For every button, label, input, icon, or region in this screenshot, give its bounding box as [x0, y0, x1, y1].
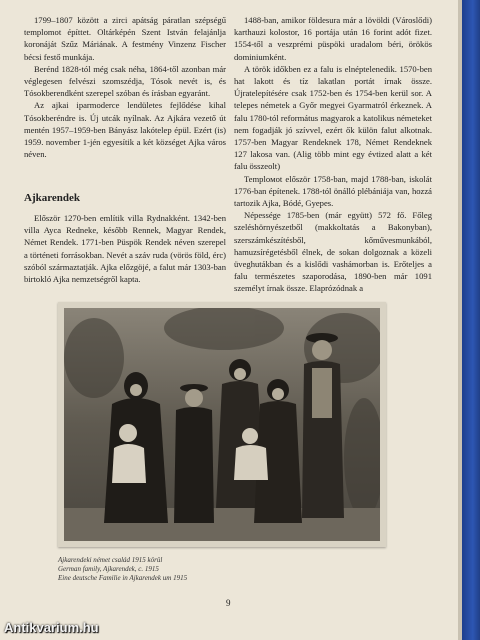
caption-line-english: German family, Ajkarendek, c. 1915: [58, 565, 159, 573]
paragraph: Először 1270-ben említik villa Rydnakként. 1342-ben villa Ayca Rednekе, később Rennek, Magyar Rendek, Német Rendek. 1771-ben Püspök Rendek néven szerepel a történeti forrásokban. Nevét a száv ruda (vörös föld, érc) szóból származtatják. Ajka előzgöjé, a falut már 1303-ban birtokló Ajka nemzetségről kapta.: [24, 213, 226, 285]
caption-line-hungarian: Ajkarendeki német család 1915 körül: [58, 556, 163, 564]
watermark-logo: Antikvarium.hu: [4, 620, 99, 635]
paragraph: Népessége 1785-ben (már együtt) 572 fő. Főleg szeléshörnyészetből (makkoltatás a Bakonyban), szerszámkészítésből, kőművesmunkából, hamuzsírégetésből élnek, de sokan dolgoznak a közeli üveghutákban és a kislődi vashámorban is. Erőteljes a falu természetes szaporodása, 1890-ben már 1091 személyt írnak össze. Elaprózódnak a: [234, 210, 432, 294]
left-column-bottom: [24, 212, 226, 285]
family-photograph: [58, 302, 386, 547]
paragraph: 1488-ban, amikor földesura már a lövöldi (Városlődi) karthauzi kolostor, 16 portája után 16 forint adót fizet. 1554-től a veszprémi püspöki uradalom béri, örökös dominiumként.: [234, 15, 432, 62]
caption-line-german: Eine deutsche Familie in Ajkarendek um 1915: [58, 574, 188, 582]
paragraph: A török időkben ez a falu is elnéptelenedik. 1570-ben hat lakott és tíz lakatlan portát írnak össze. Újratelepítésére csak 1752-ben és 1754-ben kerül sor. A telepes németek a Győr megyei Gyarmatról érkeznek. A falu 1780-tól református magyarok a katolikus németeket nem fogadják jó szívvel, ezért ők külön falut alkotnak. 1757-ben Magyar Rendeknek 178, Német Rendeknek 127 lakosa van. (Alig több mint egy évtized alatt a két falu összeolt): [234, 63, 432, 172]
book-spine: [462, 0, 480, 640]
paragraph: Berénd 1828-tól még csak néha, 1864-től azonban már véglegesen felvészi szomszédja, Tósok nevét is, és Tósokberendként szerepel szóban és írásban egyaránt.: [24, 63, 226, 99]
page-number: 9: [226, 598, 231, 608]
paragraph: Temploмot először 1758-ban, majd 1788-ban, iskolát 1776-ban építenek. 1788-tól önálló plébániája van, hozzá tartozik Ajka, Bódé, Gyepes.: [234, 173, 432, 209]
family-photo-image: [64, 308, 380, 541]
paragraph: 1799–1807 között a zirci apátság páratlan szépségű templomot építtet. Oltárképén Szent István felajánlja koronáját Szűz Máriának. A festmény Vinzenz Fischer bécsi festő munkája.: [24, 15, 226, 62]
right-column: [234, 14, 432, 295]
paragraph: Az ajkai iparmoderce lendületes fejlődése kihal Tósokberéndre is. Új utcák nyílnak. Az Ajkára vezető út mentén 1957–1959-ben Bányász lakótelep épül. Ezért (is) 1959. november 1-jén egyesítik a két községet Ajka város néven.: [24, 100, 226, 160]
section-heading: Ajkarendek: [24, 192, 81, 204]
photo-caption: [58, 556, 358, 583]
left-column-top: [24, 14, 226, 160]
